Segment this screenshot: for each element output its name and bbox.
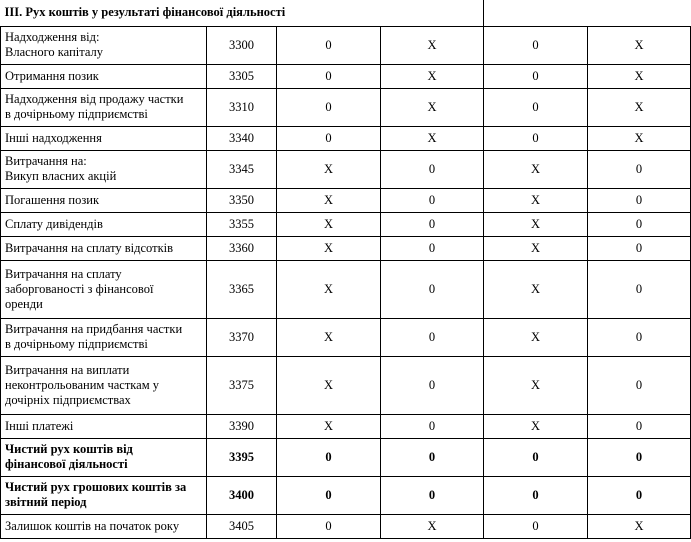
row-label-line: Витрачання на: xyxy=(5,154,87,168)
cell-col3: 0 xyxy=(484,514,588,538)
cell-col2: 0 xyxy=(381,438,484,476)
cell-col2: X xyxy=(381,126,484,150)
row-label xyxy=(1,318,207,356)
row-label-line: Витрачання на виплати xyxy=(5,362,130,377)
cell-col4: X xyxy=(588,514,691,538)
table-row xyxy=(1,188,691,212)
cell-col3: X xyxy=(484,414,588,438)
cell-col1: 0 xyxy=(277,126,381,150)
row-label xyxy=(1,260,207,318)
cell-col1: 0 xyxy=(277,438,381,476)
row-label xyxy=(1,212,207,236)
cell-col4: X xyxy=(588,126,691,150)
table-row xyxy=(1,414,691,438)
row-label-line: Витрачання на придбання частки xyxy=(5,322,183,336)
cell-col4: 0 xyxy=(588,476,691,514)
cell-col1: X xyxy=(277,236,381,260)
cell-col4: 0 xyxy=(588,414,691,438)
cell-col3: 0 xyxy=(484,64,588,88)
table-row xyxy=(1,438,691,476)
cell-col4: 0 xyxy=(588,318,691,356)
cell-col3: 0 xyxy=(484,88,588,126)
cell-col1: 0 xyxy=(277,514,381,538)
cell-col3: X xyxy=(484,260,588,318)
cell-col2: X xyxy=(381,64,484,88)
cell-col2: 0 xyxy=(381,318,484,356)
cell-col2: X xyxy=(381,514,484,538)
row-label-line: Власного капіталу xyxy=(5,45,103,59)
row-label-line: Витрачання на сплату xyxy=(5,266,122,281)
cell-col1: X xyxy=(277,260,381,318)
table-row xyxy=(1,88,691,126)
section-title: ІІІ. Рух коштів у результаті фінансової діяльності xyxy=(1,0,484,26)
cell-col3: X xyxy=(484,236,588,260)
cell-col4: 0 xyxy=(588,438,691,476)
row-label-line: Отримання позик xyxy=(5,68,99,83)
row-label-line: звітний період xyxy=(5,495,87,509)
row-code: 3360 xyxy=(207,236,277,260)
row-code: 3310 xyxy=(207,88,277,126)
cell-col2: X xyxy=(381,26,484,64)
cell-col4: 0 xyxy=(588,212,691,236)
table-row xyxy=(1,236,691,260)
table-row xyxy=(1,150,691,188)
cell-col2: 0 xyxy=(381,260,484,318)
section-header-row xyxy=(1,0,691,26)
cell-col3: X xyxy=(484,188,588,212)
cell-col1: X xyxy=(277,212,381,236)
row-label-line: в дочірньому підприємстві xyxy=(5,337,148,351)
cell-col1: 0 xyxy=(277,88,381,126)
cell-col2: 0 xyxy=(381,150,484,188)
cell-col3: X xyxy=(484,212,588,236)
cell-col1: X xyxy=(277,414,381,438)
row-code: 3355 xyxy=(207,212,277,236)
cell-col1: X xyxy=(277,318,381,356)
table-row xyxy=(1,356,691,414)
cell-col1: X xyxy=(277,356,381,414)
row-label-line: неконтрольованим часткам у xyxy=(5,377,160,392)
row-label-line: Сплату дивідендів xyxy=(5,216,103,231)
cell-col1: X xyxy=(277,188,381,212)
table-row xyxy=(1,126,691,150)
cell-col2: 0 xyxy=(381,188,484,212)
cell-col3: 0 xyxy=(484,26,588,64)
row-code: 3305 xyxy=(207,64,277,88)
row-code: 3390 xyxy=(207,414,277,438)
row-code: 3350 xyxy=(207,188,277,212)
cell-col4: 0 xyxy=(588,236,691,260)
row-code: 3365 xyxy=(207,260,277,318)
cell-col1: X xyxy=(277,150,381,188)
cell-col3: X xyxy=(484,356,588,414)
cell-col2: 0 xyxy=(381,356,484,414)
row-code: 3370 xyxy=(207,318,277,356)
cell-col1: 0 xyxy=(277,64,381,88)
row-label-line: Надходження від продажу частки xyxy=(5,92,184,106)
cell-col4: X xyxy=(588,64,691,88)
row-label xyxy=(1,476,207,514)
row-label-line: Інші платежі xyxy=(5,418,74,433)
cell-col3: X xyxy=(484,318,588,356)
row-code: 3400 xyxy=(207,476,277,514)
table-row xyxy=(1,260,691,318)
row-label-line: Залишок коштів на початок року xyxy=(5,518,180,533)
row-label xyxy=(1,150,207,188)
cell-col4: 0 xyxy=(588,188,691,212)
row-code: 3300 xyxy=(207,26,277,64)
cell-col4: X xyxy=(588,88,691,126)
row-label xyxy=(1,236,207,260)
table-row xyxy=(1,26,691,64)
row-label-line: Витрачання на сплату відсотків xyxy=(5,240,174,255)
cell-col3: X xyxy=(484,150,588,188)
table-row xyxy=(1,64,691,88)
row-label-line: Чистий рух грошових коштів за xyxy=(5,480,187,494)
row-label xyxy=(1,64,207,88)
cell-col4: 0 xyxy=(588,150,691,188)
row-label-line: Інші надходження xyxy=(5,130,102,145)
row-code: 3345 xyxy=(207,150,277,188)
row-code: 3395 xyxy=(207,438,277,476)
row-code: 3340 xyxy=(207,126,277,150)
cell-col3: 0 xyxy=(484,476,588,514)
cell-col2: 0 xyxy=(381,212,484,236)
table-row xyxy=(1,212,691,236)
row-label xyxy=(1,88,207,126)
row-label-line: Погашення позик xyxy=(5,192,100,207)
row-label xyxy=(1,438,207,476)
table-row xyxy=(1,318,691,356)
row-label-line: Надходження від: xyxy=(5,30,100,44)
row-label-line: Викуп власних акцій xyxy=(5,169,117,183)
row-label-line: заборгованості з фінансової xyxy=(5,281,154,296)
row-label-line: дочірніх підприємствах xyxy=(5,392,131,407)
section-header-blank xyxy=(484,0,691,26)
cell-col2: X xyxy=(381,88,484,126)
row-code: 3375 xyxy=(207,356,277,414)
cell-col2: 0 xyxy=(381,414,484,438)
row-label-line: в дочірньому підприємстві xyxy=(5,107,148,121)
cell-col2: 0 xyxy=(381,476,484,514)
cell-col4: 0 xyxy=(588,356,691,414)
cell-col1: 0 xyxy=(277,26,381,64)
cell-col2: 0 xyxy=(381,236,484,260)
row-label xyxy=(1,26,207,64)
cell-col4: 0 xyxy=(588,260,691,318)
cell-col1: 0 xyxy=(277,476,381,514)
row-label xyxy=(1,188,207,212)
row-label xyxy=(1,414,207,438)
row-label-line: Чистий рух коштів від xyxy=(5,442,133,456)
row-code: 3405 xyxy=(207,514,277,538)
cell-col3: 0 xyxy=(484,126,588,150)
table-row xyxy=(1,476,691,514)
table-row xyxy=(1,514,691,538)
cell-col4: X xyxy=(588,26,691,64)
row-label xyxy=(1,356,207,414)
row-label xyxy=(1,514,207,538)
cell-col3: 0 xyxy=(484,438,588,476)
row-label-line: фінансової діяльності xyxy=(5,457,128,471)
row-label xyxy=(1,126,207,150)
row-label-line: оренди xyxy=(5,296,43,311)
